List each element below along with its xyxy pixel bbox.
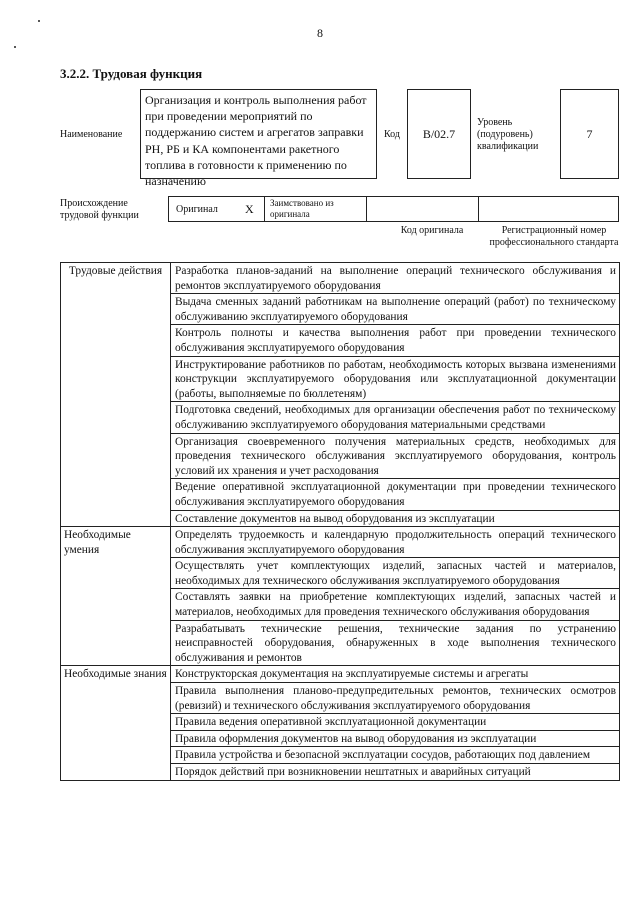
section-title: 3.2.2. Трудовая функция — [60, 66, 203, 81]
item-description: Организация своевременного получения материальных средств, необходимых для проведения технического обслуживания эксплуатируемого оборудования, контроль условий их хранения и учет расходования — [171, 433, 620, 479]
item-description: Выдача сменных заданий работникам на выполнение операций (работ) по техническому обслуживанию эксплуатируемого оборудования — [171, 294, 620, 325]
item-description: Правила оформления документов на вывод оборудования из эксплуатации — [171, 730, 620, 747]
function-name: Организация и контроль выполнения работ при проведении мероприятий по поддержанию систем и агрегатов заправки РН, РБ и КА компонентами ракетного топлива в готовности к применению по назначению — [140, 89, 377, 179]
level-label: Уровень (подуровень) квалификации — [477, 117, 539, 152]
item-description: Правила устройства и безопасной эксплуатации сосудов, работающих под давлением — [171, 747, 620, 764]
category-cell-required-skills — [61, 527, 171, 666]
item-description: Определять трудоемкость и календарную продолжительность операций технического обслуживания эксплуатируемого оборудования — [171, 527, 620, 558]
item-description: Контроль полноты и качества выполнения работ при проведении технического обслуживания эксплуатируемого оборудования — [171, 325, 620, 356]
category-label: Необходимые умения — [64, 529, 131, 556]
item-description: Осуществлять учет комплектующих изделий, запасных частей и материалов, необходимых для технического обслуживания эксплуатируемого оборудования — [171, 558, 620, 589]
code-label: Код — [384, 129, 400, 140]
category-label: Необходимые знания — [64, 668, 167, 681]
item-description: Правила выполнения планово-предупредительных ремонтов, технических осмотров (ревизий) и технического обслуживания эксплуатируемого оборудования — [171, 683, 620, 714]
table-row — [61, 527, 620, 558]
name-label: Наименование — [60, 129, 123, 140]
item-description: Конструкторская документация на эксплуатируемые системы и агрегаты — [171, 666, 620, 683]
table-row — [61, 666, 620, 683]
scan-speck — [14, 46, 16, 48]
borrowed-label: Заимствовано из оригинала — [270, 198, 334, 219]
item-description: Разрабатывать технические решения, технические задания по устранению неисправностей оборудования, обнаруженных в ходе выполнения технического обслуживания и ремонтов — [171, 620, 620, 666]
original-code-caption: Код оригинала — [400, 225, 464, 236]
item-description: Правила ведения оперативной эксплуатационной документации — [171, 714, 620, 731]
function-table — [60, 262, 620, 781]
item-description: Составление документов на вывод оборудования из эксплуатации — [171, 510, 620, 527]
item-description: Разработка планов-заданий на выполнение операций технического обслуживания и ремонтов эксплуатируемого оборудования — [171, 263, 620, 294]
table-row — [61, 263, 620, 294]
level-value: 7 — [560, 89, 619, 179]
item-description: Подготовка сведений, необходимых для организации обеспечения работ по техническому обслуживанию эксплуатируемого оборудования материальными средствами — [171, 402, 620, 433]
origin-row — [168, 196, 619, 222]
code-value: В/02.7 — [407, 89, 471, 179]
item-description: Порядок действий при возникновении нештатных и аварийных ситуаций — [171, 764, 620, 781]
category-cell-labor-actions — [61, 263, 171, 527]
original-label: Оригинал — [176, 204, 218, 215]
category-label: Трудовые действия — [68, 265, 163, 277]
category-cell-required-knowledge — [61, 666, 171, 780]
scan-speck — [38, 20, 40, 22]
original-mark: X — [245, 202, 254, 216]
item-description: Составлять заявки на приобретение комплектующих изделий, запасных частей и материалов, необходимых для проведения технического обслуживания оборудования — [171, 589, 620, 620]
item-description: Ведение оперативной эксплуатационной документации при проведении технического обслуживания эксплуатируемого оборудования — [171, 479, 620, 510]
origin-label: Происхождение трудовой функции — [60, 198, 139, 221]
item-description: Инструктирование работников по работам, необходимость которых вызвана изменениями конструкции эксплуатируемого оборудования или эксплуатационной документации (работы, выполняемые по бюллетеням) — [171, 356, 620, 402]
page-number: 8 — [317, 26, 323, 40]
registration-number-caption: Регистрационный номер профессионального стандарта — [489, 225, 619, 248]
